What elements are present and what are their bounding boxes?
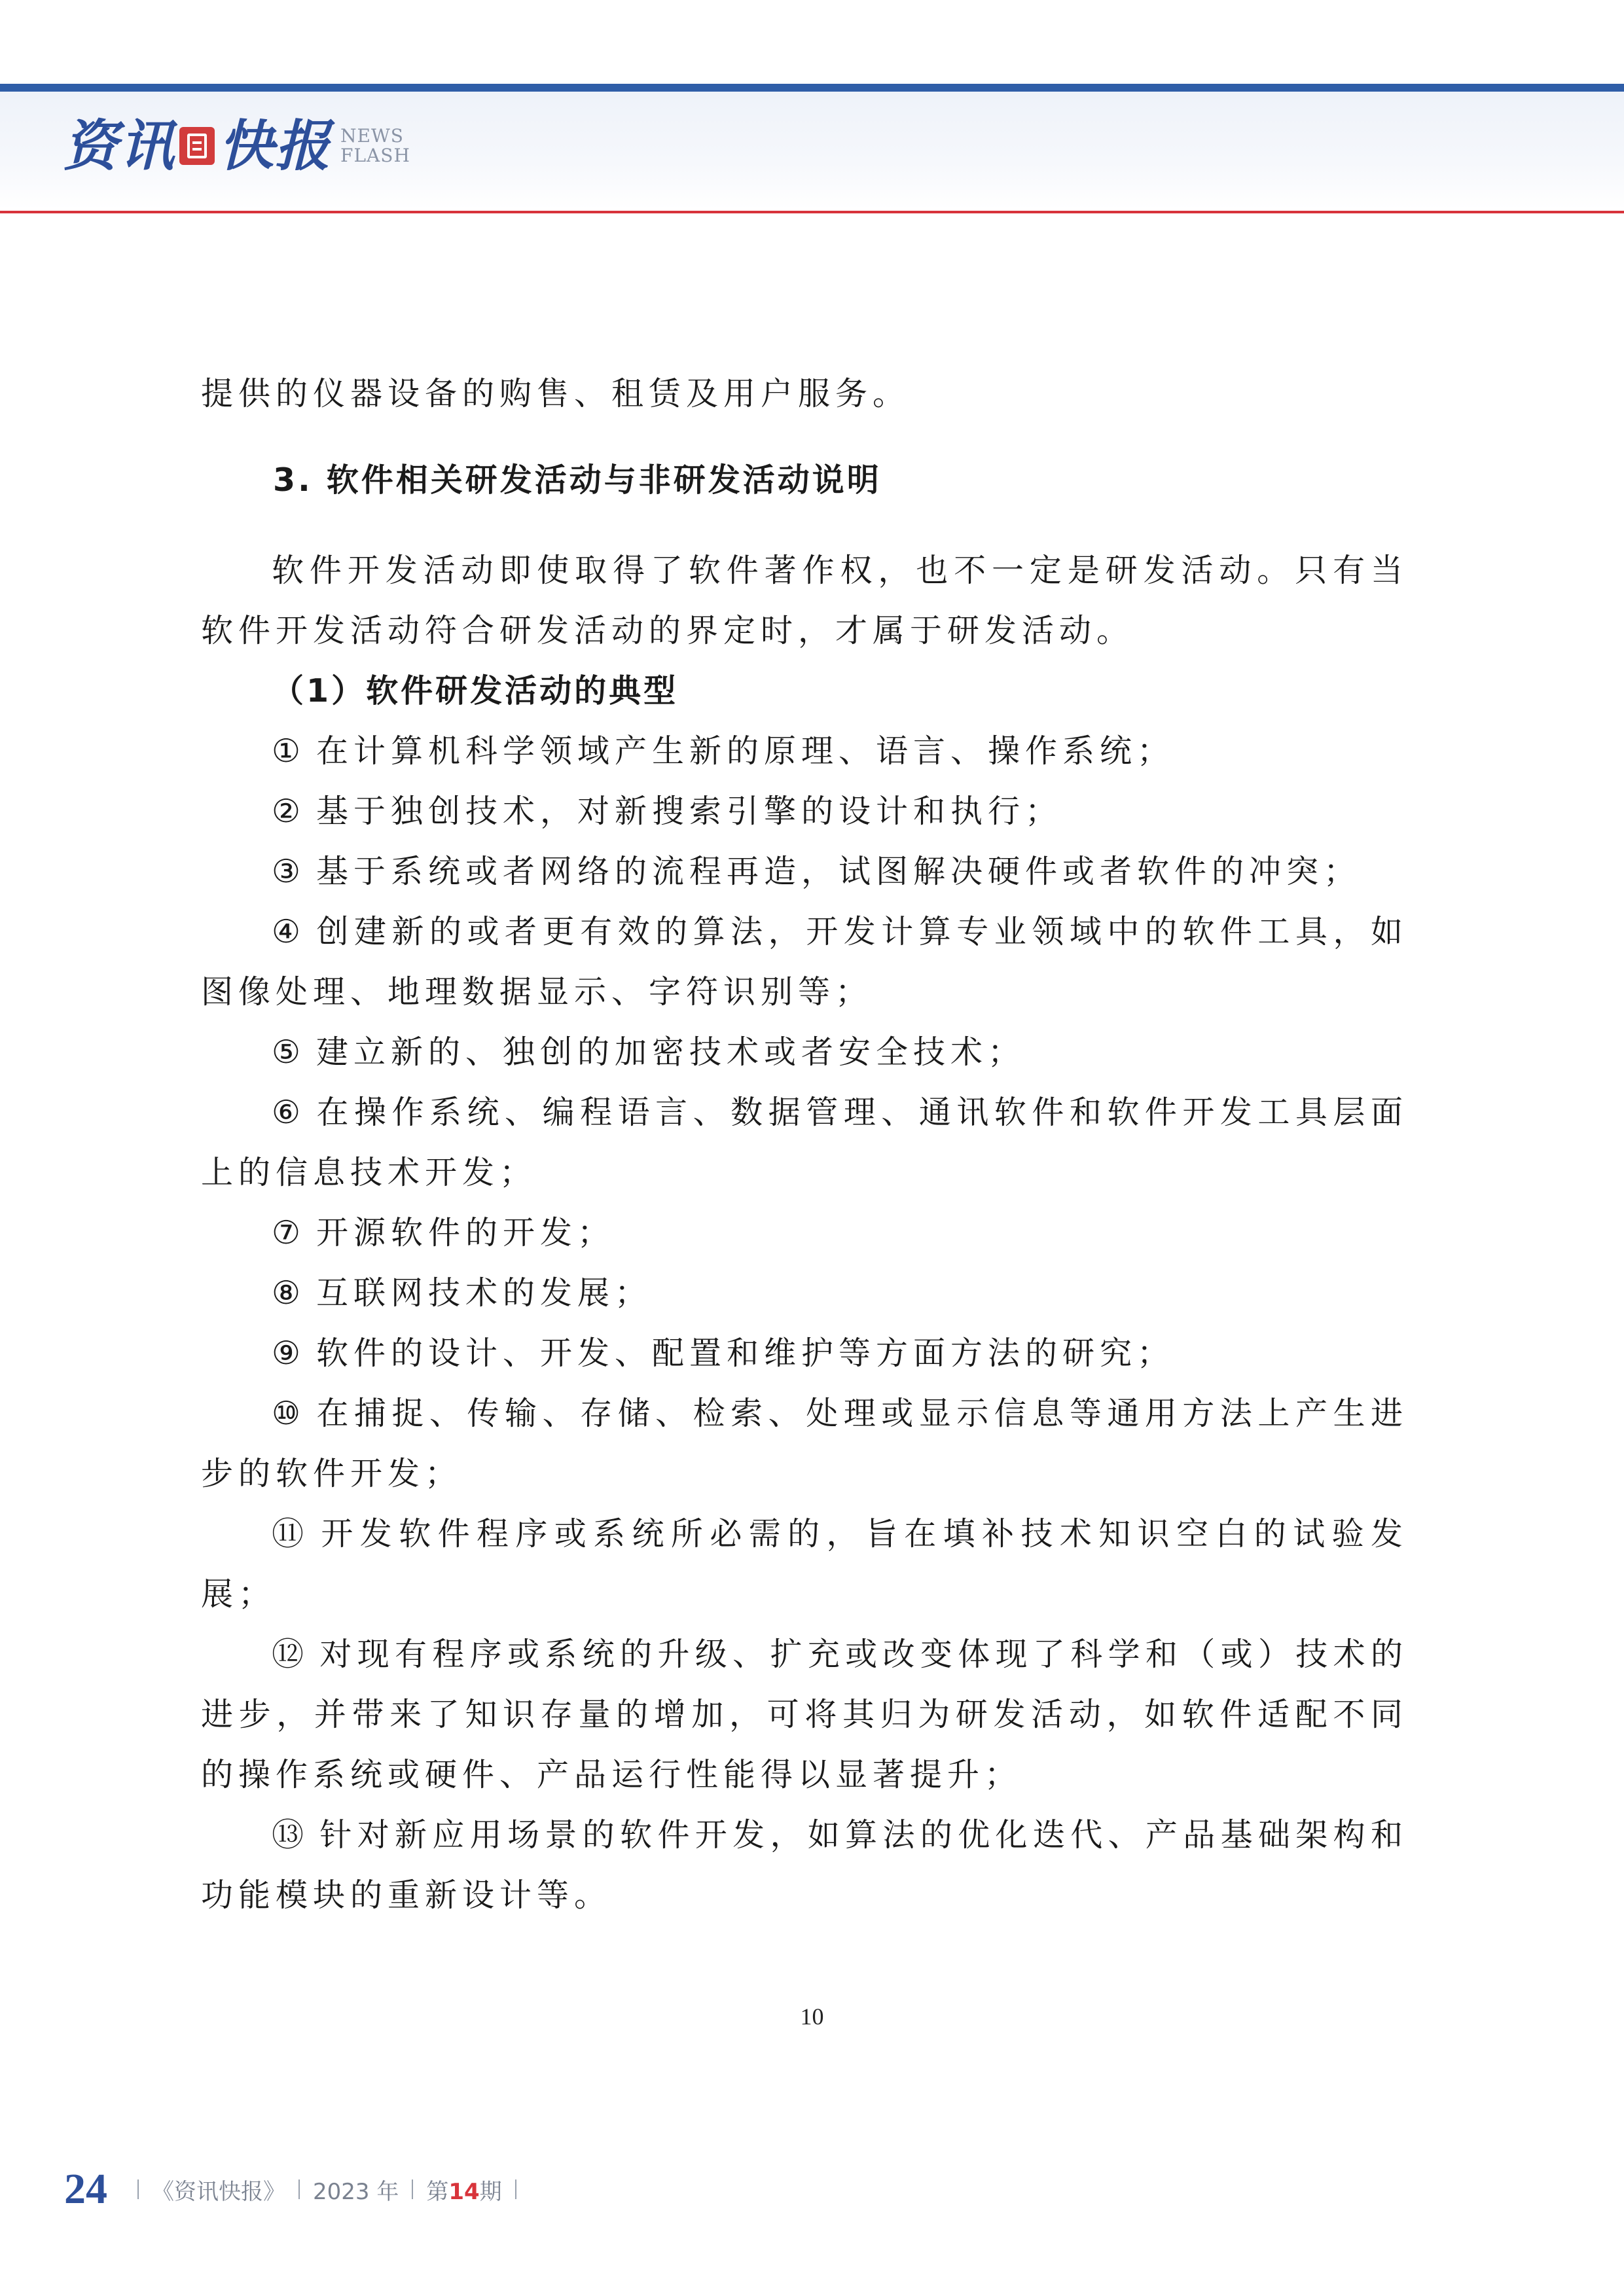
footer-issue-prefix: 第 <box>426 2178 449 2205</box>
footer-page-number: 24 <box>64 2165 107 2213</box>
list-item <box>201 1263 1408 1323</box>
brand-english-line2: FLASH <box>340 145 410 166</box>
subsection-heading: （1）软件研发活动的典型 <box>272 672 679 709</box>
list-item <box>201 1624 1408 1805</box>
list-item-text: 对现有程序或系统的升级、扩充或改变体现了科学和（或）技术的进步，并带来了知识存量的增加，可将其归为研发活动，如软件适配不同的操作系统或硬件、产品运行性能得以显著提升； <box>201 1636 1408 1793</box>
inner-page-number: 10 <box>800 2003 824 2030</box>
brand-text-right: 快报 <box>219 113 332 178</box>
header-divider <box>0 211 1624 213</box>
list-item-text: 在操作系统、编程语言、数据管理、通讯软件和软件开发工具层面上的信息技术开发； <box>201 1094 1408 1191</box>
list-item <box>201 842 1408 902</box>
list-item <box>201 1022 1408 1083</box>
paragraph-intro: 软件开发活动即使取得了软件著作权，也不一定是研发活动。只有当软件开发活动符合研发活动的界定时，才属于研发活动。 <box>201 552 1408 649</box>
list-item <box>201 1504 1408 1624</box>
list-item-text: 基于系统或者网络的流程再造，试图解决硬件或者软件的冲突； <box>316 853 1361 890</box>
list-item-text: 互联网技术的发展； <box>316 1274 652 1312</box>
list-item <box>201 721 1408 781</box>
brand-english-line1: NEWS <box>340 125 404 147</box>
list-item <box>201 1384 1408 1504</box>
list-item <box>201 1323 1408 1384</box>
brand-logo <box>63 110 410 182</box>
footer-issue-suffix: 期 <box>479 2178 502 2205</box>
list-item-number: ⑪ <box>272 1515 304 1552</box>
list-item <box>201 1083 1408 1203</box>
footer-issue-number: 14 <box>448 2178 480 2205</box>
list-item-text: 软件的设计、开发、配置和维护等方面方法的研究； <box>316 1335 1174 1372</box>
header-accent-bar <box>0 84 1624 92</box>
list-item-text: 基于独创技术，对新搜索引擎的设计和执行； <box>316 793 1062 830</box>
footer-year: 2023 年 <box>313 2178 399 2205</box>
list-item-text: 开源软件的开发； <box>316 1214 615 1251</box>
brand-text-left: 资讯 <box>63 113 176 178</box>
footer-issue <box>426 2174 501 2206</box>
paragraph-continued: 提供的仪器设备的购售、租赁及用户服务。 <box>201 375 911 412</box>
list-item-text: 建立新的、独创的加密技术或者安全技术； <box>316 1033 1025 1071</box>
list-item-number: ② <box>272 793 300 830</box>
page-footer <box>64 2163 530 2215</box>
section-heading: 3. 软件相关研发活动与非研发活动说明 <box>273 461 882 499</box>
list-item-text: 创建新的或者更有效的算法，开发计算专业领域中的软件工具，如图像处理、地理数据显示、字符识别等； <box>201 913 1408 1011</box>
list-item-number: ⑨ <box>272 1335 300 1372</box>
typical-activities-list <box>201 721 1408 1926</box>
list-item-number: ⑤ <box>272 1033 300 1071</box>
list-item-number: ⑥ <box>272 1094 300 1131</box>
list-item-number: ① <box>272 732 300 770</box>
list-item-number: ⑩ <box>272 1395 300 1432</box>
footer-separator <box>515 2179 516 2199</box>
list-item-number: ③ <box>272 853 300 890</box>
list-item <box>201 902 1408 1022</box>
list-item <box>201 1203 1408 1263</box>
brand-english <box>340 126 410 166</box>
list-item-text: 开发软件程序或系统所必需的，旨在填补技术知识空白的试验发展； <box>201 1515 1408 1613</box>
list-item-text: 针对新应用场景的软件开发，如算法的优化迭代、产品基础架构和功能模块的重新设计等。 <box>201 1816 1408 1914</box>
list-item-text: 在捕捉、传输、存储、检索、处理或显示信息等通用方法上产生进步的软件开发； <box>201 1395 1408 1492</box>
list-item-text: 在计算机科学领域产生新的原理、语言、操作系统； <box>316 732 1174 770</box>
list-item-number: ⑧ <box>272 1274 300 1312</box>
list-item-number: ④ <box>272 913 300 950</box>
list-item <box>201 781 1408 842</box>
list-item-number: ⑫ <box>272 1636 304 1673</box>
seal-icon <box>179 127 215 165</box>
footer-publication: 《资讯快报》 <box>152 2178 285 2205</box>
article-body <box>201 364 1408 1926</box>
footer-separator <box>137 2179 139 2199</box>
footer-separator <box>298 2179 300 2199</box>
list-item-number: ⑬ <box>272 1816 304 1854</box>
list-item <box>201 1805 1408 1926</box>
footer-separator <box>412 2179 413 2199</box>
list-item-number: ⑦ <box>272 1214 300 1251</box>
